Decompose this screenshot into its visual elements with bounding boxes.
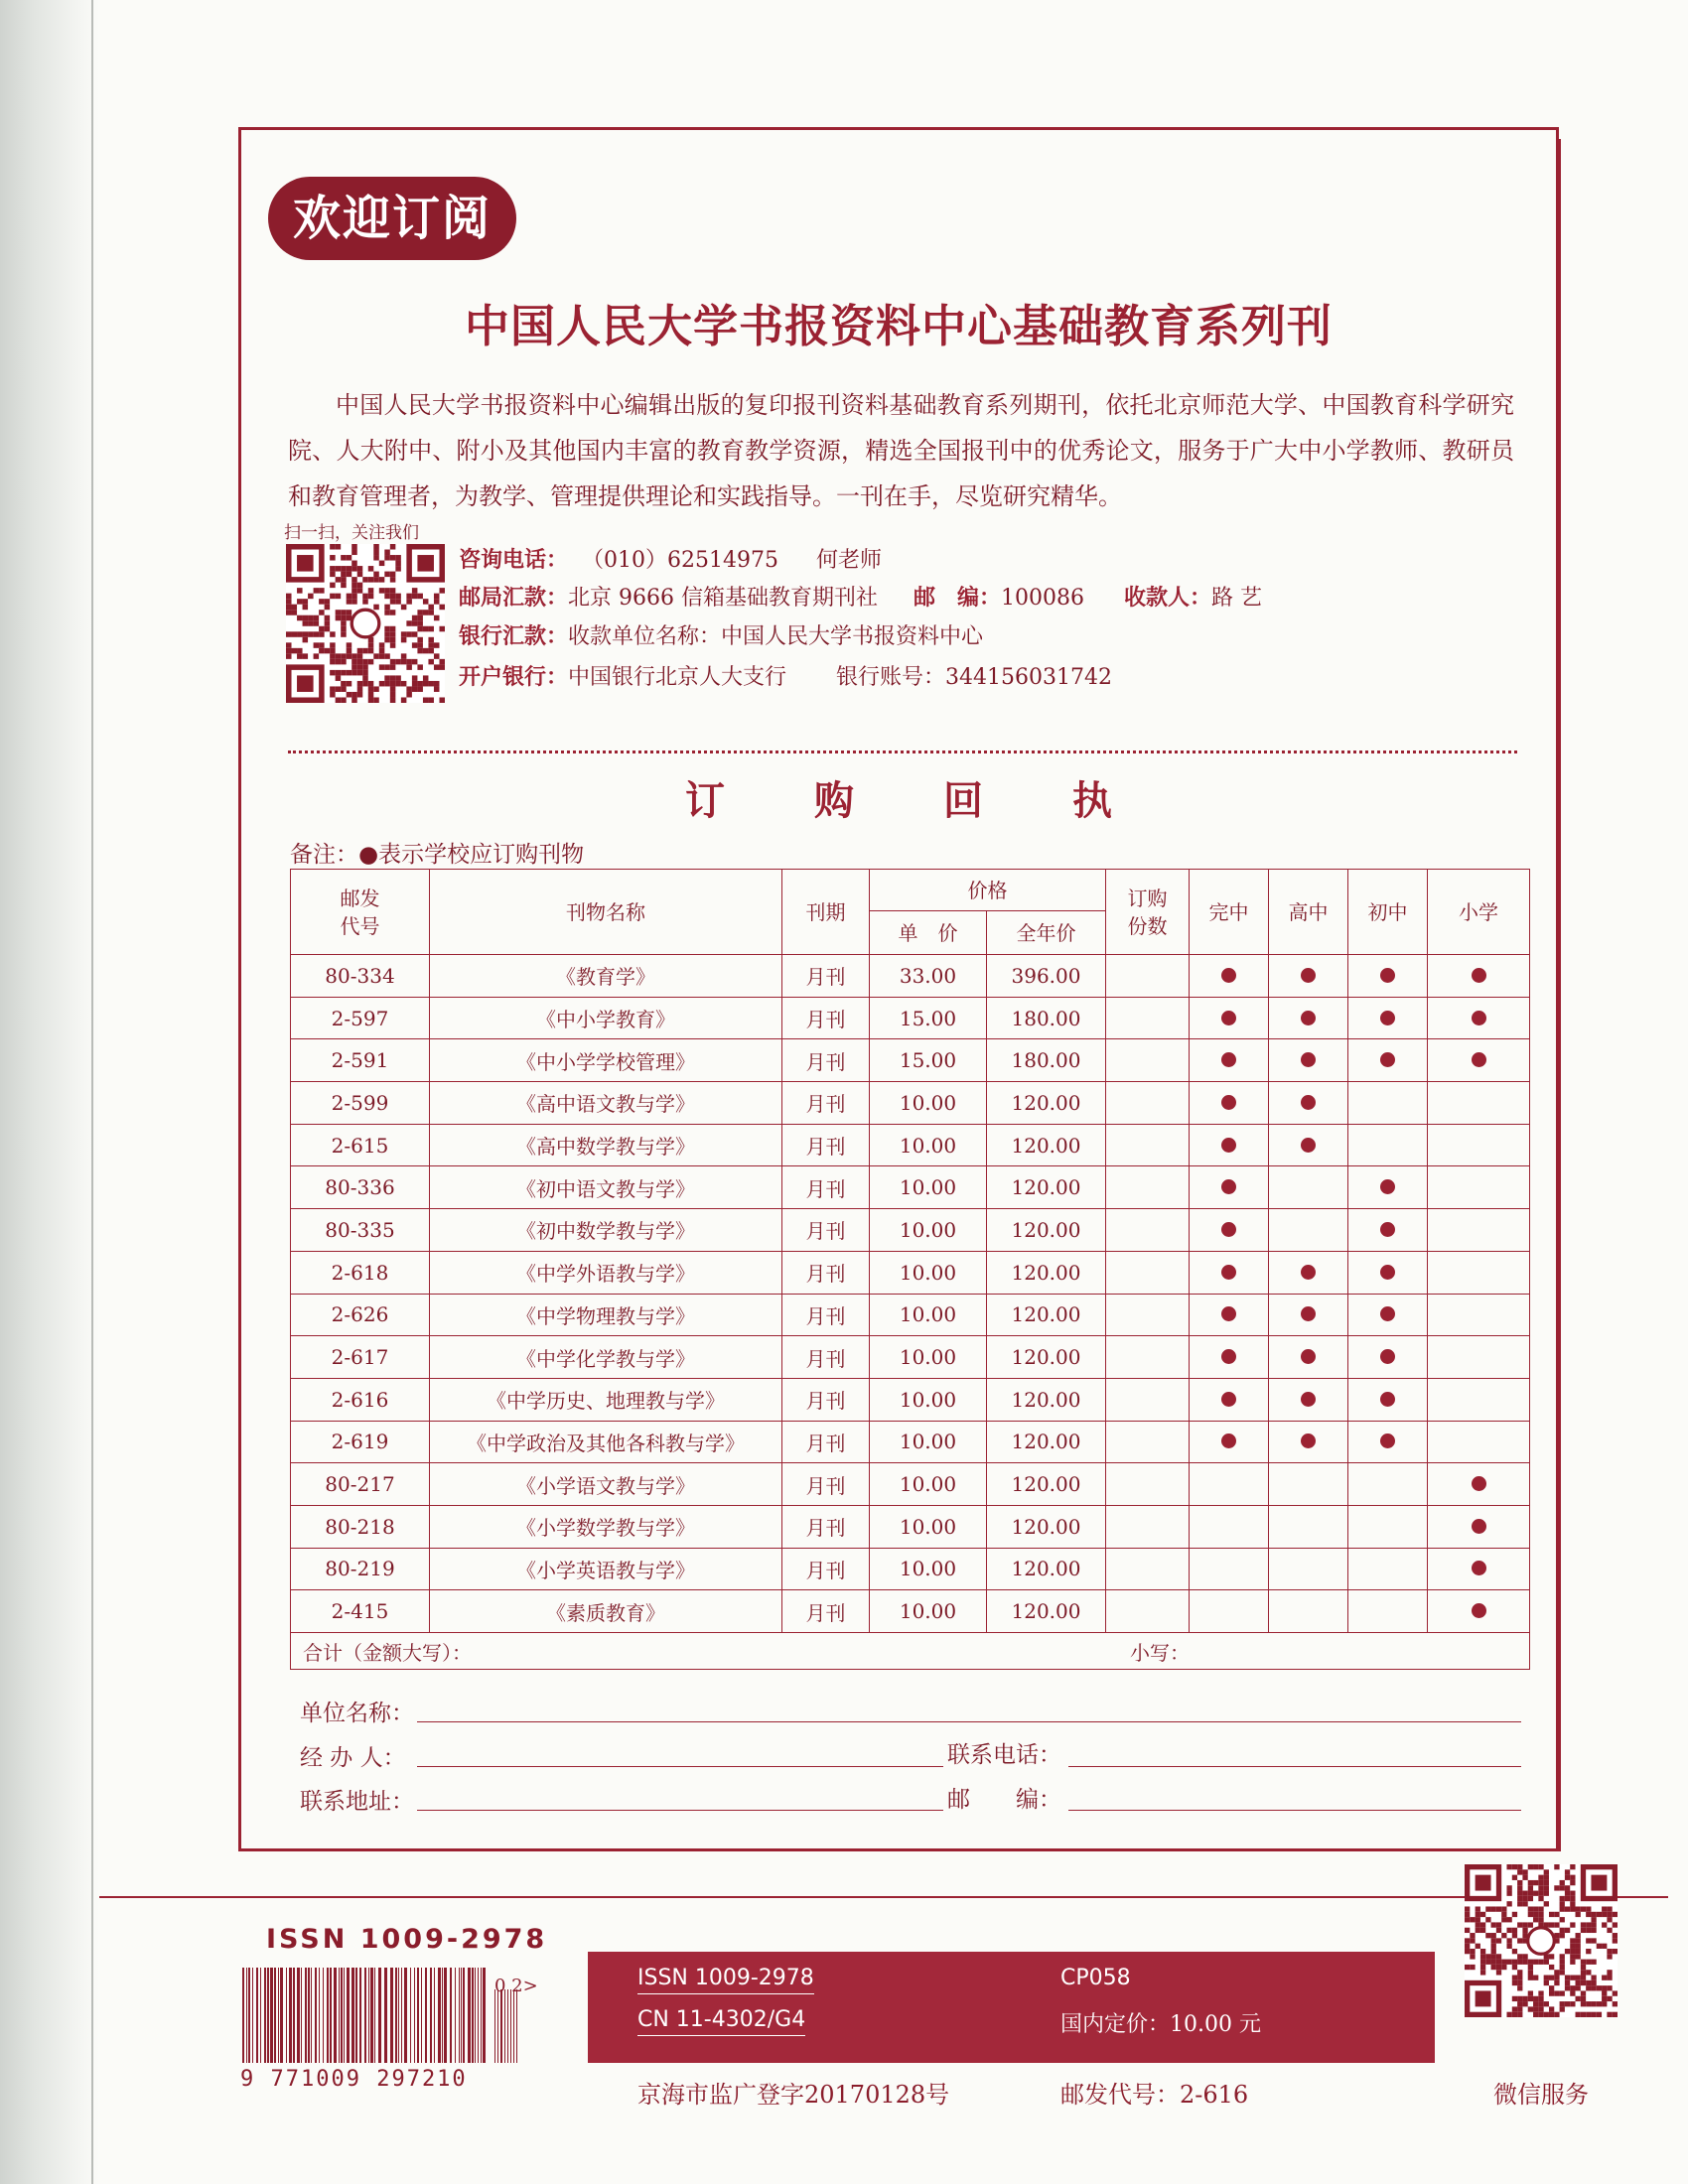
row-period: 月刊 [782, 1590, 870, 1633]
row-period: 月刊 [782, 1082, 870, 1125]
row-year-price: 120.00 [987, 1124, 1106, 1166]
row-year-price: 120.00 [987, 1251, 1106, 1294]
row-wz-cell [1190, 1336, 1269, 1379]
zip-value: 100086 [1001, 586, 1084, 611]
required-dot-icon [1221, 1349, 1236, 1364]
row-cz-cell [1348, 1505, 1428, 1548]
header-wanzhong: 完中 [1190, 870, 1269, 955]
required-dot-icon [1472, 1603, 1486, 1618]
row-name: 《中学历史、地理教与学》 [430, 1378, 782, 1421]
box-price: 国内定价：10.00 元 [1060, 2012, 1261, 2037]
row-name: 《小学数学教与学》 [430, 1505, 782, 1548]
row-unit-price: 10.00 [870, 1209, 987, 1252]
row-unit-price: 10.00 [870, 1463, 987, 1506]
row-copies-input[interactable] [1106, 1166, 1190, 1209]
row-cz-cell [1348, 1463, 1428, 1506]
required-dot-icon [1301, 968, 1316, 983]
row-unit-price: 15.00 [870, 1039, 987, 1082]
row-xx-cell [1428, 1294, 1530, 1336]
row-year-price: 120.00 [987, 1590, 1106, 1633]
row-code: 2-618 [291, 1251, 430, 1294]
row-year-price: 120.00 [987, 1082, 1106, 1125]
row-year-price: 180.00 [987, 997, 1106, 1039]
table-row [291, 955, 1530, 998]
row-period: 月刊 [782, 955, 870, 998]
footer-rule [99, 1896, 1668, 1898]
header-xiaoxue: 小学 [1428, 870, 1530, 955]
row-code: 2-619 [291, 1421, 430, 1463]
required-dot-icon [1380, 1011, 1395, 1025]
row-wz-cell [1190, 997, 1269, 1039]
post-key: 邮局汇款： [459, 586, 569, 611]
contact-teacher: 何老师 [815, 548, 882, 573]
bank-line [459, 619, 983, 650]
row-period: 月刊 [782, 1336, 870, 1379]
row-xx-cell [1428, 1548, 1530, 1590]
row-cz-cell [1348, 1209, 1428, 1252]
wechat-service-label: 微信服务 [1493, 2081, 1589, 2109]
row-copies-input[interactable] [1106, 1505, 1190, 1548]
row-cz-cell [1348, 1251, 1428, 1294]
row-code: 2-599 [291, 1082, 430, 1125]
row-code: 2-597 [291, 997, 430, 1039]
row-name: 《中小学学校管理》 [430, 1039, 782, 1082]
row-code: 80-336 [291, 1166, 430, 1209]
row-unit-price: 10.00 [870, 1294, 987, 1336]
row-code: 2-616 [291, 1378, 430, 1421]
row-gz-cell [1269, 1294, 1348, 1336]
row-unit-price: 10.00 [870, 1378, 987, 1421]
row-xx-cell [1428, 1124, 1530, 1166]
table-row [291, 1463, 1530, 1506]
row-year-price: 120.00 [987, 1294, 1106, 1336]
row-year-price: 120.00 [987, 1378, 1106, 1421]
table-row [291, 1251, 1530, 1294]
row-wz-cell [1190, 1039, 1269, 1082]
table-row [291, 1294, 1530, 1336]
row-wz-cell [1190, 1209, 1269, 1252]
row-xx-cell [1428, 1421, 1530, 1463]
row-year-price: 396.00 [987, 955, 1106, 998]
row-gz-cell [1269, 1039, 1348, 1082]
row-period: 月刊 [782, 1124, 870, 1166]
row-year-price: 120.00 [987, 1336, 1106, 1379]
row-gz-cell [1269, 1209, 1348, 1252]
handler-field[interactable] [417, 1766, 943, 1767]
row-code: 80-334 [291, 955, 430, 998]
row-period: 月刊 [782, 1421, 870, 1463]
row-cz-cell [1348, 955, 1428, 998]
page-title: 中国人民大学书报资料中心基础教育系列刊 [464, 300, 1333, 352]
row-name: 《中学政治及其他各科教与学》 [430, 1421, 782, 1463]
row-copies-input[interactable] [1106, 1548, 1190, 1590]
row-cz-cell [1348, 1378, 1428, 1421]
row-copies-input[interactable] [1106, 1590, 1190, 1633]
header-unit-price: 单 价 [870, 911, 987, 955]
required-dot-icon [1221, 1265, 1236, 1280]
row-xx-cell [1428, 1463, 1530, 1506]
header-code: 邮发 代号 [291, 870, 430, 955]
row-xx-cell [1428, 997, 1530, 1039]
row-cz-cell [1348, 1294, 1428, 1336]
table-row [291, 1166, 1530, 1209]
payee-key: 收款人： [1124, 586, 1212, 611]
row-period: 月刊 [782, 1294, 870, 1336]
account-line [459, 660, 1112, 691]
row-gz-cell [1269, 1378, 1348, 1421]
issn-top: ISSN 1009-2978 [266, 1924, 548, 1955]
row-period: 月刊 [782, 1463, 870, 1506]
table-row [291, 1548, 1530, 1590]
row-year-price: 120.00 [987, 1548, 1106, 1590]
required-dot-icon [1380, 1306, 1395, 1321]
table-row [291, 1082, 1530, 1125]
wechat-qr-icon[interactable] [1465, 1864, 1618, 2017]
row-name: 《中小学教育》 [430, 997, 782, 1039]
total-row [291, 1633, 1530, 1670]
row-cz-cell [1348, 1039, 1428, 1082]
table-row [291, 1336, 1530, 1379]
row-copies-input[interactable] [1106, 1378, 1190, 1421]
required-dot-icon [1301, 1433, 1316, 1448]
publication-info-box [588, 1952, 1435, 2063]
table-row [291, 997, 1530, 1039]
barcode-addon: 0 2> [494, 1976, 538, 1996]
row-wz-cell [1190, 955, 1269, 998]
zip-key: 邮 编： [914, 586, 1002, 611]
row-cz-cell [1348, 1590, 1428, 1633]
open-bank-value: 中国银行北京人大支行 [568, 665, 787, 690]
required-dot-icon [1301, 1265, 1316, 1280]
row-unit-price: 10.00 [870, 1421, 987, 1463]
row-unit-price: 10.00 [870, 1548, 987, 1590]
row-copies-input[interactable] [1106, 1463, 1190, 1506]
row-code: 2-617 [291, 1336, 430, 1379]
row-unit-price: 15.00 [870, 997, 987, 1039]
required-dot-icon [1472, 1561, 1486, 1575]
row-wz-cell [1190, 1548, 1269, 1590]
row-gz-cell [1269, 1251, 1348, 1294]
table-row [291, 1505, 1530, 1548]
phone-key: 咨询电话： [459, 548, 569, 573]
row-xx-cell [1428, 1039, 1530, 1082]
row-unit-price: 33.00 [870, 955, 987, 998]
row-year-price: 120.00 [987, 1463, 1106, 1506]
account-value: 344156031742 [945, 665, 1113, 690]
required-dot-icon [1221, 1306, 1236, 1321]
ad-registration: 京海市监广登字20170128号 [637, 2081, 950, 2109]
row-gz-cell [1269, 997, 1348, 1039]
small-total-label: 小写： [1130, 1640, 1190, 1665]
required-dot-icon [1301, 1349, 1316, 1364]
row-year-price: 120.00 [987, 1166, 1106, 1209]
receipt-title: 订购回执 [685, 777, 1201, 824]
open-bank-key: 开户银行： [459, 665, 569, 690]
payee-value: 路 艺 [1211, 586, 1263, 611]
header-price: 价格 [870, 870, 1106, 911]
row-xx-cell [1428, 1251, 1530, 1294]
required-dot-icon [1221, 1222, 1236, 1237]
row-xx-cell [1428, 1166, 1530, 1209]
required-dot-icon [1472, 1052, 1486, 1067]
required-dot-icon [1472, 968, 1486, 983]
row-code: 80-217 [291, 1463, 430, 1506]
qr-code-icon[interactable] [286, 544, 445, 703]
row-name: 《中学外语教与学》 [430, 1251, 782, 1294]
required-dot-icon [1380, 1052, 1395, 1067]
tel-field[interactable] [1068, 1766, 1521, 1767]
order-table [290, 869, 1530, 1670]
header-gaozhong: 高中 [1269, 870, 1348, 955]
box-cn: CN 11-4302/G4 [637, 2007, 805, 2036]
row-name: 《高中语文教与学》 [430, 1082, 782, 1125]
required-dot-icon [1380, 1392, 1395, 1407]
row-period: 月刊 [782, 1209, 870, 1252]
required-dot-icon [1221, 1095, 1236, 1110]
account-key: 银行账号： [836, 665, 946, 690]
row-xx-cell [1428, 1378, 1530, 1421]
row-unit-price: 10.00 [870, 1082, 987, 1125]
row-copies-input[interactable] [1106, 1251, 1190, 1294]
row-name: 《素质教育》 [430, 1590, 782, 1633]
row-gz-cell [1269, 1336, 1348, 1379]
required-dot-icon [1301, 1052, 1316, 1067]
header-year-price: 全年价 [987, 911, 1106, 955]
row-wz-cell [1190, 1505, 1269, 1548]
row-unit-price: 10.00 [870, 1336, 987, 1379]
row-wz-cell [1190, 1124, 1269, 1166]
row-unit-price: 10.00 [870, 1590, 987, 1633]
table-row [291, 1124, 1530, 1166]
row-period: 月刊 [782, 997, 870, 1039]
row-xx-cell [1428, 1082, 1530, 1125]
row-period: 月刊 [782, 1505, 870, 1548]
phone-line [459, 543, 882, 574]
row-copies-input[interactable] [1106, 997, 1190, 1039]
required-dot-icon [1472, 1476, 1486, 1491]
header-name: 刊物名称 [430, 870, 782, 955]
receipt-note: 备注：●表示学校应订购刊物 [290, 842, 585, 868]
row-year-price: 120.00 [987, 1505, 1106, 1548]
row-year-price: 180.00 [987, 1039, 1106, 1082]
row-copies-input[interactable] [1106, 1209, 1190, 1252]
header-chuzhong: 初中 [1348, 870, 1428, 955]
required-dot-icon [1301, 1306, 1316, 1321]
required-dot-icon [1301, 1095, 1316, 1110]
row-wz-cell [1190, 1421, 1269, 1463]
row-copies-input[interactable] [1106, 1039, 1190, 1082]
row-xx-cell [1428, 1590, 1530, 1633]
phone-number: （010）62514975 [582, 548, 778, 573]
required-dot-icon [1221, 968, 1236, 983]
row-gz-cell [1269, 1548, 1348, 1590]
header-copies: 订购 份数 [1106, 870, 1190, 955]
row-copies-input[interactable] [1106, 1124, 1190, 1166]
row-wz-cell [1190, 1251, 1269, 1294]
tel-label: 联系电话： [947, 1742, 1061, 1768]
row-name: 《小学语文教与学》 [430, 1463, 782, 1506]
row-copies-input[interactable] [1106, 1336, 1190, 1379]
row-cz-cell [1348, 1166, 1428, 1209]
required-dot-icon [1380, 1179, 1395, 1194]
row-code: 2-591 [291, 1039, 430, 1082]
row-cz-cell [1348, 1421, 1428, 1463]
row-xx-cell [1428, 955, 1530, 998]
row-copies-input[interactable] [1106, 1082, 1190, 1125]
row-period: 月刊 [782, 1166, 870, 1209]
required-dot-icon [1221, 1011, 1236, 1025]
row-wz-cell [1190, 1166, 1269, 1209]
row-wz-cell [1190, 1082, 1269, 1125]
row-unit-price: 10.00 [870, 1251, 987, 1294]
required-dot-icon [1301, 1011, 1316, 1025]
row-cz-cell [1348, 997, 1428, 1039]
table-row [291, 1378, 1530, 1421]
required-dot-icon [1301, 1392, 1316, 1407]
row-name: 《中学化学教与学》 [430, 1336, 782, 1379]
row-wz-cell [1190, 1590, 1269, 1633]
book-spine-shadow [0, 0, 99, 2184]
post-address: 北京 9666 信箱基础教育期刊社 [568, 586, 878, 611]
row-code: 2-415 [291, 1590, 430, 1633]
required-dot-icon [1221, 1433, 1236, 1448]
welcome-badge: 欢迎订阅 [268, 177, 516, 260]
row-name: 《初中数学教与学》 [430, 1209, 782, 1252]
row-gz-cell [1269, 1505, 1348, 1548]
row-unit-price: 10.00 [870, 1166, 987, 1209]
required-dot-icon [1380, 1265, 1395, 1280]
row-code: 2-615 [291, 1124, 430, 1166]
bank-value: 收款单位名称：中国人民大学书报资料中心 [568, 624, 984, 649]
row-copies-input[interactable] [1106, 1421, 1190, 1463]
zip-field[interactable] [1068, 1810, 1521, 1811]
table-row [291, 1421, 1530, 1463]
row-xx-cell [1428, 1209, 1530, 1252]
table-row [291, 1209, 1530, 1252]
row-period: 月刊 [782, 1039, 870, 1082]
bank-key: 银行汇款： [459, 624, 569, 649]
required-dot-icon [1380, 1349, 1395, 1364]
qr-label: 扫一扫，关注我们 [284, 523, 419, 543]
row-name: 《中学物理教与学》 [430, 1294, 782, 1336]
required-dot-icon [1301, 1138, 1316, 1153]
row-gz-cell [1269, 1463, 1348, 1506]
total-label: 合计（金额大写）： [303, 1640, 472, 1665]
row-name: 《高中数学教与学》 [430, 1124, 782, 1166]
row-gz-cell [1269, 955, 1348, 998]
address-field[interactable] [417, 1810, 943, 1811]
required-dot-icon [1380, 1222, 1395, 1237]
barcode-icon [238, 1968, 521, 2063]
row-gz-cell [1269, 1421, 1348, 1463]
row-unit-price: 10.00 [870, 1124, 987, 1166]
row-copies-input[interactable] [1106, 1294, 1190, 1336]
row-xx-cell [1428, 1336, 1530, 1379]
unit-name-label: 单位名称： [300, 1701, 414, 1726]
row-xx-cell [1428, 1505, 1530, 1548]
required-dot-icon [1221, 1138, 1236, 1153]
row-code: 80-219 [291, 1548, 430, 1590]
header-period: 刊期 [782, 870, 870, 955]
row-gz-cell [1269, 1166, 1348, 1209]
row-gz-cell [1269, 1124, 1348, 1166]
row-gz-cell [1269, 1082, 1348, 1125]
row-period: 月刊 [782, 1548, 870, 1590]
row-cz-cell [1348, 1336, 1428, 1379]
row-year-price: 120.00 [987, 1421, 1106, 1463]
row-gz-cell [1269, 1590, 1348, 1633]
row-cz-cell [1348, 1082, 1428, 1125]
spine-edge [91, 0, 93, 2184]
row-wz-cell [1190, 1378, 1269, 1421]
row-unit-price: 10.00 [870, 1505, 987, 1548]
table-row [291, 1590, 1530, 1633]
required-dot-icon [1380, 968, 1395, 983]
row-wz-cell [1190, 1294, 1269, 1336]
box-cp: CP058 [1060, 1966, 1131, 1990]
row-period: 月刊 [782, 1378, 870, 1421]
required-dot-icon [1472, 1519, 1486, 1534]
required-dot-icon [1221, 1392, 1236, 1407]
post-code: 邮发代号：2-616 [1060, 2081, 1249, 2109]
row-period: 月刊 [782, 1251, 870, 1294]
handler-label: 经 办 人： [300, 1745, 406, 1771]
row-cz-cell [1348, 1124, 1428, 1166]
row-code: 80-335 [291, 1209, 430, 1252]
required-dot-icon [1472, 1011, 1486, 1025]
required-dot-icon [1221, 1179, 1236, 1194]
row-wz-cell [1190, 1463, 1269, 1506]
required-dot-icon [1380, 1433, 1395, 1448]
row-code: 80-218 [291, 1505, 430, 1548]
row-code: 2-626 [291, 1294, 430, 1336]
unit-name-field[interactable] [417, 1721, 1521, 1722]
address-label: 联系地址： [300, 1789, 414, 1815]
zip-label: 邮 编： [947, 1787, 1061, 1813]
box-issn: ISSN 1009-2978 [637, 1966, 814, 1994]
intro-paragraph: 中国人民大学书报资料中心编辑出版的复印报刊资料基础教育系列期刊，依托北京师范大学、中国教育科学研究院、人大附中、附小及其他国内丰富的教育教学资源，精选全国报刊中的优秀论文，服务于广大中小学教师、教研员和教育管理者，为教学、管理提供理论和实践指导。一刊在手，尽览研究精华。 [288, 391, 1514, 510]
row-copies-input[interactable] [1106, 955, 1190, 998]
table-row [291, 1039, 1530, 1082]
post-line [459, 581, 1262, 612]
cut-line [288, 751, 1517, 753]
row-name: 《小学英语教与学》 [430, 1548, 782, 1590]
barcode-digits: 9 771009 297210 [240, 2067, 468, 2092]
row-year-price: 120.00 [987, 1209, 1106, 1252]
row-name: 《教育学》 [430, 955, 782, 998]
required-dot-icon [1221, 1052, 1236, 1067]
row-cz-cell [1348, 1548, 1428, 1590]
row-name: 《初中语文教与学》 [430, 1166, 782, 1209]
